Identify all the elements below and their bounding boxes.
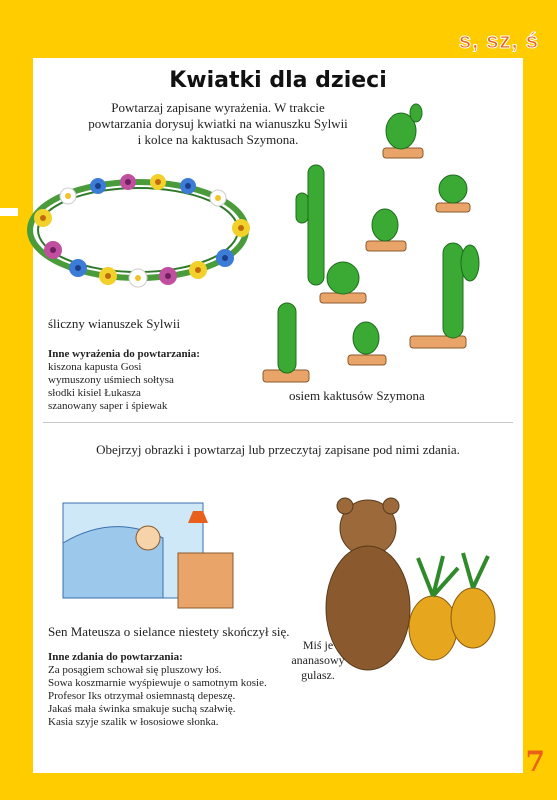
page-panel	[33, 58, 523, 773]
instruction-line: powtarzania dorysuj kwiatki na wianuszku Sylwii	[88, 116, 348, 131]
list-item: szanowany saper i śpiewak	[48, 400, 168, 412]
list-item: Jakaś mała świnka smakuje suchą szałwię.	[48, 703, 236, 715]
bear-caption	[283, 638, 353, 683]
caption-line: Miś je	[302, 638, 334, 652]
page-title: Kwiatki dla dzieci	[169, 68, 387, 93]
instruction-line: i kolce na kaktusach Szymona.	[137, 132, 299, 147]
instruction-bottom: Obejrzyj obrazki i powtarzaj lub przeczytaj zapisane pod nimi zdania.	[96, 442, 460, 457]
caption-line: gulasz.	[301, 668, 335, 682]
pineapple-icon	[409, 553, 495, 660]
sentences-heading: Inne zdania do powtarzania:	[48, 651, 183, 663]
instruction-line: Powtarzaj zapisane wyrażenia. W trakcie	[111, 100, 325, 115]
page-number: 7	[525, 745, 545, 778]
sentences-list	[48, 651, 267, 729]
list-item: Kasia szyje szalik w łososiowe słonka.	[48, 716, 219, 728]
expressions-list	[48, 348, 200, 413]
list-item: Sowa koszmarnie wyśpiewuje o samotnym kosie.	[48, 677, 267, 689]
flower-icon	[34, 174, 250, 287]
list-item: słodki kisiel Łukasza	[48, 387, 141, 399]
cacti-illustration	[258, 93, 518, 388]
cactus-icon	[278, 104, 479, 373]
caption-line: ananasowy	[291, 653, 345, 667]
expressions-heading: Inne wyrażenia do powtarzania:	[48, 348, 200, 360]
header-letters: s, sz, ś	[458, 28, 539, 53]
cactus-label: osiem kaktusów Szymona	[289, 388, 425, 403]
list-item: Za posągiem schował się pluszowy łoś.	[48, 664, 222, 676]
wreath-illustration	[13, 158, 263, 308]
wreath-label: śliczny wianuszek Sylwii	[48, 316, 181, 331]
list-item: Profesor Iks otrzymał osiemnastą depeszę.	[48, 690, 236, 702]
list-item: wymuszony uśmiech sołtysa	[48, 374, 174, 386]
section-divider	[43, 422, 513, 423]
sleeper-caption: Sen Mateusza o sielance niestety skończył się.	[48, 624, 290, 639]
list-item: kiszona kapusta Gosi	[48, 361, 142, 373]
sleeper-illustration	[53, 483, 253, 613]
